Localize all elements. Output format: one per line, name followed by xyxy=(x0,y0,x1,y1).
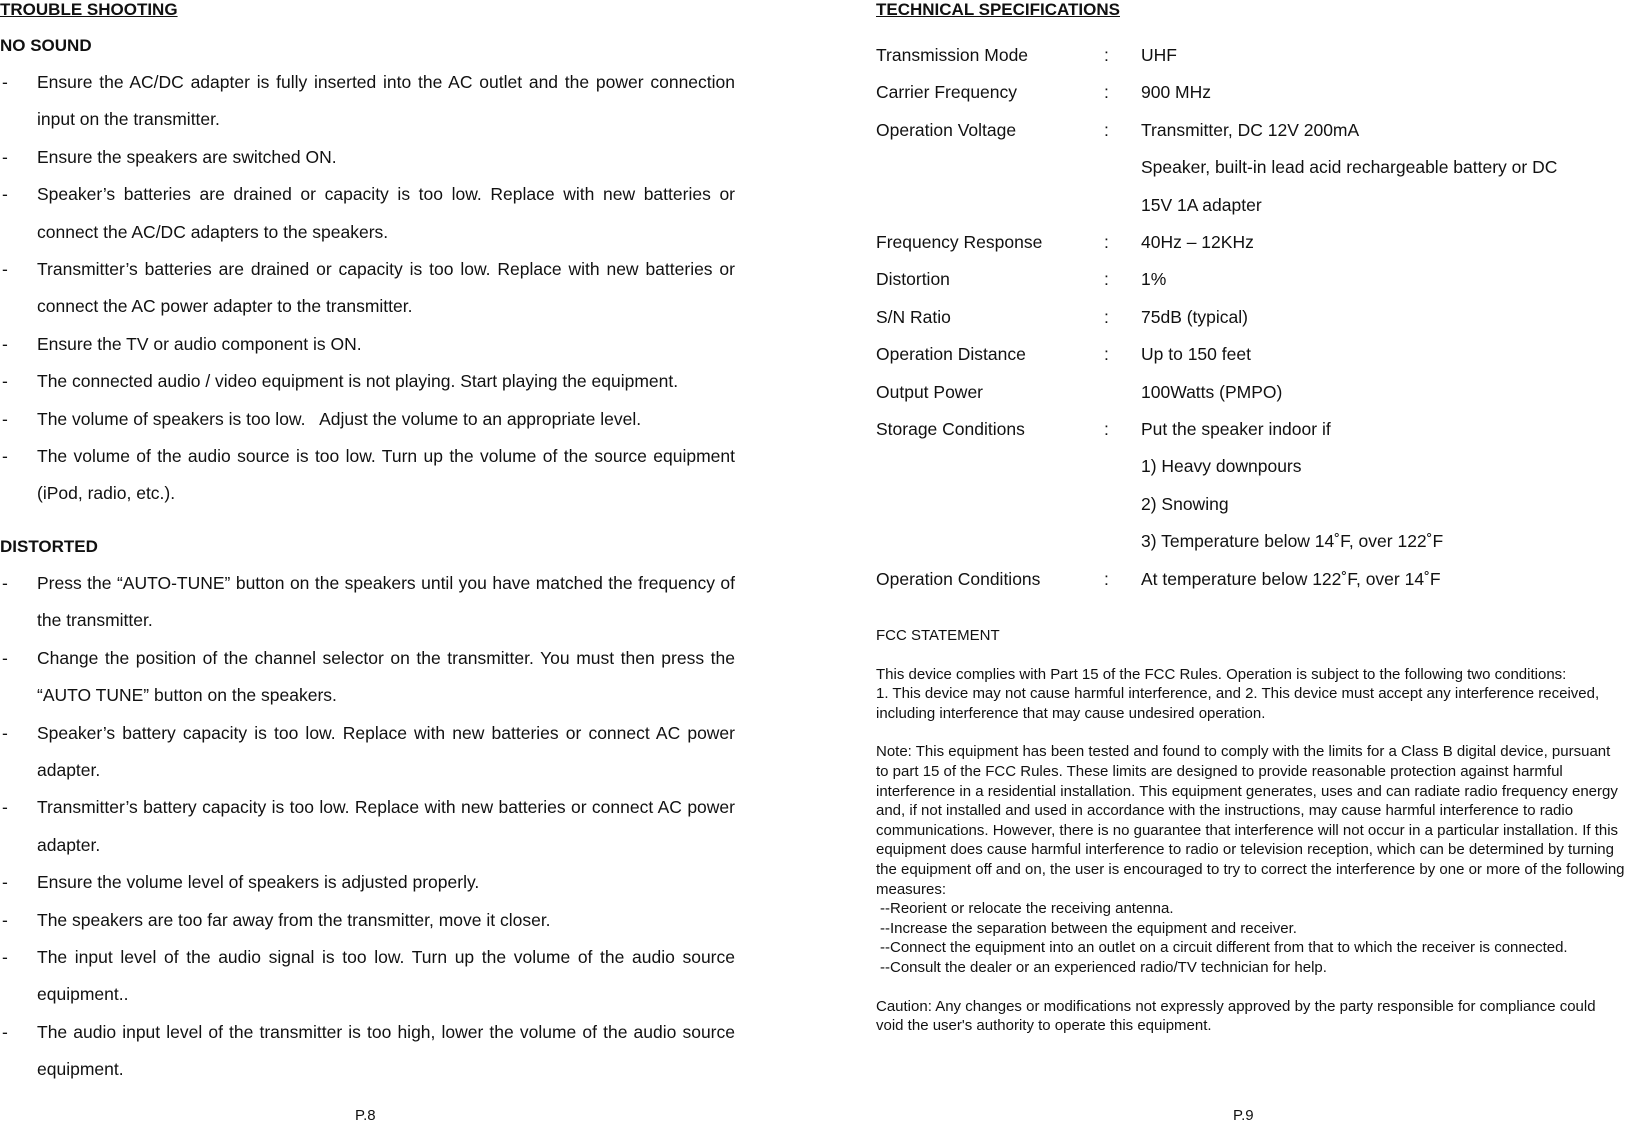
spec-label: Distortion xyxy=(876,269,950,290)
spec-row-operation-distance xyxy=(876,336,1621,373)
list-item: - The connected audio / video equipment is not playing. Start playing the equipment. xyxy=(0,363,735,400)
spec-colon: : xyxy=(1104,269,1109,290)
spec-value: Up to 150 feet xyxy=(1141,344,1251,365)
list-item: - The input level of the audio signal is too low. Turn up the volume of the audio source equipment.. xyxy=(0,939,735,1014)
list-item: - Ensure the speakers are switched ON. xyxy=(0,139,735,176)
fcc-measure: --Consult the dealer or an experienced radio/TV technician for help. xyxy=(880,958,1327,976)
spec-label: Storage Conditions xyxy=(876,419,1025,440)
spec-value: 75dB (typical) xyxy=(1141,306,1248,327)
spec-row-carrier-frequency xyxy=(876,74,1621,111)
trouble-shooting-title: TROUBLE SHOOTING xyxy=(0,0,178,19)
spec-row-storage-conditions xyxy=(876,411,1621,448)
spec-value: Transmitter, DC 12V 200mA xyxy=(1141,119,1360,140)
spec-row-sn-ratio xyxy=(876,299,1621,336)
no-sound-heading: NO SOUND xyxy=(0,36,92,55)
spec-value-continued: 2) Snowing xyxy=(1141,493,1229,514)
spec-table xyxy=(876,37,1621,598)
spec-colon: : xyxy=(1104,306,1109,327)
no-sound-list xyxy=(0,64,735,513)
spec-value: 40Hz – 12KHz xyxy=(1141,232,1254,253)
spec-value: 1% xyxy=(1141,269,1167,290)
spec-row-operation-conditions xyxy=(876,561,1621,598)
list-item: - Speaker’s batteries are drained or capacity is too low. Replace with new batteries or connect the AC/DC adapters to the speakers. xyxy=(0,176,735,251)
list-item: - Transmitter’s batteries are drained or capacity is too low. Replace with new batteries or connect the AC power adapter to the transmitter. xyxy=(0,251,735,326)
fcc-paragraph: 1. This device may not cause harmful interference, and 2. This device must accept any interference received, including interference that may cause undesired operation. xyxy=(876,685,1600,722)
distorted-list xyxy=(0,565,735,1089)
spec-row-operation-voltage xyxy=(876,112,1621,149)
page-number: P.9 xyxy=(1233,1107,1254,1124)
spec-label: Output Power xyxy=(876,381,983,402)
fcc-caution: Caution: Any changes or modifications not expressly approved by the party responsible for compliance could void the user's authority to operate this equipment. xyxy=(876,997,1596,1035)
spec-label: Frequency Response xyxy=(876,232,1043,253)
fcc-statement xyxy=(876,626,1625,1036)
spec-row-frequency-response xyxy=(876,224,1621,261)
spec-row-output-power xyxy=(876,374,1621,411)
spec-colon: : xyxy=(1104,419,1109,440)
right-page xyxy=(876,0,1625,1124)
spec-value-continued: 15V 1A adapter xyxy=(1141,194,1262,215)
spec-colon: : xyxy=(1104,568,1109,589)
spec-colon: : xyxy=(1104,45,1109,65)
spec-value: At temperature below 122˚F, over 14˚F xyxy=(1141,568,1441,589)
spec-value-continued: 3) Temperature below 14˚F, over 122˚F xyxy=(1141,531,1444,552)
spec-label: Operation Distance xyxy=(876,344,1026,365)
fcc-measure: --Connect the equipment into an outlet on a circuit different from that to which the receiver is connected. xyxy=(880,939,1568,957)
spec-colon: : xyxy=(1104,232,1109,253)
spec-colon: : xyxy=(1104,119,1109,140)
list-item: - The volume of the audio source is too low. Turn up the volume of the source equipment (iPod, radio, etc.). xyxy=(0,438,735,513)
fcc-note: Note: This equipment has been tested and found to comply with the limits for a Class B digital device, pursuant to part 15 of the FCC Rules. These limits are designed to provide reasonable protection against harmful interference in a residential installation. This equipment generates, uses and can radiate radio frequency energy and, if not installed and used in accordance with the instructions, may cause harmful interference to radio communications. However, there is no guarantee that interference will not occur in a particular installation. If this equipment does cause harmful interference to radio or television reception, which can be determined by turning the equipment off and on, the user is encouraged to try to correct the interference by one or more of the following measures: xyxy=(876,743,1625,898)
spec-value-continued: 1) Heavy downpours xyxy=(1141,456,1302,477)
list-item: - Ensure the volume level of speakers is adjusted properly. xyxy=(0,864,735,901)
spec-label: Carrier Frequency xyxy=(876,82,1018,103)
list-item: - The speakers are too far away from the transmitter, move it closer. xyxy=(0,902,735,939)
list-item: - Change the position of the channel selector on the transmitter. You must then press the “AUTO TUNE” button on the speakers. xyxy=(0,640,735,715)
spec-colon: : xyxy=(1104,82,1109,103)
spec-label: Operation Voltage xyxy=(876,119,1017,140)
spec-label: Operation Conditions xyxy=(876,568,1041,589)
list-item: - The audio input level of the transmitter is too high, lower the volume of the audio source equipment. xyxy=(0,1014,735,1089)
spec-value: UHF xyxy=(1141,45,1177,65)
spec-label: S/N Ratio xyxy=(876,306,951,327)
fcc-paragraph: This device complies with Part 15 of the FCC Rules. Operation is subject to the following two conditions: xyxy=(876,665,1567,683)
list-item: - Speaker’s battery capacity is too low. Replace with new batteries or connect AC power adapter. xyxy=(0,715,735,790)
spec-colon xyxy=(1104,374,1141,411)
distorted-heading: DISTORTED xyxy=(0,537,98,556)
spec-colon: : xyxy=(1104,344,1109,365)
fcc-measure: --Increase the separation between the equipment and receiver. xyxy=(880,919,1297,937)
spec-label: Transmission Mode xyxy=(876,45,1029,65)
spec-value: 100Watts (PMPO) xyxy=(1141,381,1283,402)
technical-specifications-title: TECHNICAL SPECIFICATIONS xyxy=(876,0,1120,19)
list-item: - Press the “AUTO-TUNE” button on the speakers until you have matched the frequency of the transmitter. xyxy=(0,565,735,640)
list-item: - Ensure the AC/DC adapter is fully inserted into the AC outlet and the power connection input on the transmitter. xyxy=(0,64,735,139)
list-item: - Transmitter’s battery capacity is too low. Replace with new batteries or connect AC power adapter. xyxy=(0,789,735,864)
spec-row-distortion xyxy=(876,261,1621,298)
fcc-heading: FCC STATEMENT xyxy=(876,627,1000,644)
spec-value: 900 MHz xyxy=(1141,82,1212,103)
fcc-measure: --Reorient or relocate the receiving antenna. xyxy=(880,900,1174,918)
spec-value: Put the speaker indoor if xyxy=(1141,419,1331,440)
spec-row-transmission-mode xyxy=(876,37,1621,74)
left-page xyxy=(0,0,735,1124)
page-number: P.8 xyxy=(355,1107,376,1124)
list-item: - The volume of speakers is too low. Adjust the volume to an appropriate level. xyxy=(0,401,735,438)
list-item: - Ensure the TV or audio component is ON. xyxy=(0,326,735,363)
spec-value-continued: Speaker, built-in lead acid rechargeable battery or DC xyxy=(1141,157,1558,178)
